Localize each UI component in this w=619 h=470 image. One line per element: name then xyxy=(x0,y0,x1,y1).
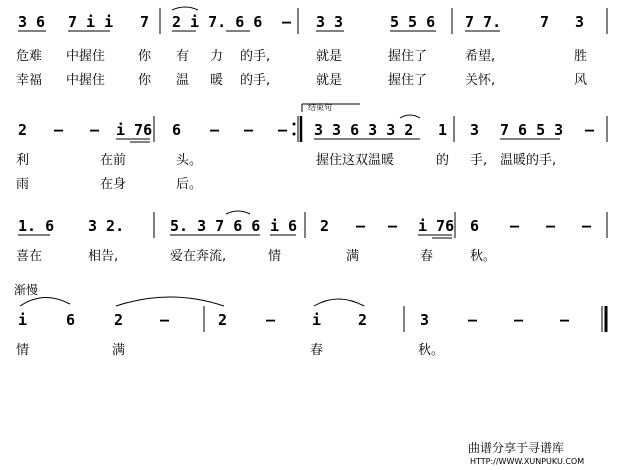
note-group: 7 7. xyxy=(465,13,502,31)
lyric: 相告, xyxy=(88,249,119,264)
lyric: 中握住 xyxy=(66,73,106,88)
site-url: HTTP://WWW.XUNPUKU.COM xyxy=(470,457,585,466)
dash: – xyxy=(514,311,524,329)
dash: – xyxy=(282,13,292,31)
dash: – xyxy=(244,121,254,139)
dash: – xyxy=(388,217,398,235)
dash: – xyxy=(266,311,276,329)
lyric: 关怀, xyxy=(465,73,496,88)
note-group: i 76 xyxy=(116,121,153,139)
lyric: 秋。 xyxy=(418,343,445,358)
note-group: 3 6 xyxy=(18,13,46,31)
repeat-dot xyxy=(293,133,296,136)
note-group: 6 xyxy=(66,311,76,329)
credit-text: 曲谱分享于寻谱库 xyxy=(468,441,565,455)
lyric: 在前 xyxy=(100,153,127,168)
lyric: 情 xyxy=(16,343,30,358)
dash: – xyxy=(160,311,170,329)
note-group: i xyxy=(312,311,322,329)
lyric: 的手, xyxy=(240,49,271,64)
dash: – xyxy=(468,311,478,329)
lyric: 情 xyxy=(268,249,282,264)
dash: – xyxy=(210,121,220,139)
note-group: 2 xyxy=(18,121,28,139)
dash: – xyxy=(546,217,556,235)
note-group: 7 xyxy=(540,13,550,31)
note-group: 1. 6 xyxy=(18,217,55,235)
dash: – xyxy=(90,121,100,139)
lyric: 温暖的手, xyxy=(500,153,557,168)
note-group: i 76 xyxy=(418,217,455,235)
lyric: 手, xyxy=(470,153,488,168)
lyric: 握住这双温暖 xyxy=(316,153,395,168)
lyric: 你 xyxy=(138,49,152,64)
note-group: 2 xyxy=(320,217,330,235)
note-group: 7 xyxy=(140,13,150,31)
tie xyxy=(400,115,420,118)
note-group: 3 2. xyxy=(88,217,125,235)
lyric: 希望, xyxy=(465,49,496,64)
tempo-marking: 渐慢 xyxy=(14,283,39,297)
lyric: 危难 xyxy=(16,49,43,64)
lyric: 利 xyxy=(16,153,30,168)
note-group: 3 3 xyxy=(316,13,344,31)
slur xyxy=(314,299,364,306)
dash: – xyxy=(510,217,520,235)
note-group: 5 5 6 xyxy=(390,13,436,31)
system-1 xyxy=(16,7,607,88)
lyric: 风 xyxy=(574,73,588,88)
note-group: 2 xyxy=(218,311,228,329)
lyric: 爱在奔流, xyxy=(170,249,227,264)
lyric: 有 xyxy=(176,49,190,64)
note-group: 3 xyxy=(470,121,480,139)
note-group: i 6 xyxy=(270,217,298,235)
lyric: 秋。 xyxy=(470,249,497,264)
note-group: 2 xyxy=(114,311,124,329)
lyric: 中握住 xyxy=(66,49,106,64)
lyric: 暖 xyxy=(210,73,224,88)
lyric: 喜在 xyxy=(16,249,43,264)
note-group: 7 i i xyxy=(68,13,114,31)
note-group: 6 xyxy=(470,217,480,235)
note-group: 6 xyxy=(172,121,182,139)
lyric: 握住了 xyxy=(388,73,428,88)
lyric: 雨 xyxy=(16,177,30,192)
lyric: 满 xyxy=(112,343,126,358)
lyric: 温 xyxy=(176,73,190,88)
system-2 xyxy=(16,102,607,192)
note-group: 5. 3 7 6 6 xyxy=(170,217,261,235)
system-3 xyxy=(16,211,607,264)
note-group: 3 xyxy=(575,13,585,31)
slur xyxy=(20,297,70,306)
lyric: 胜 xyxy=(574,49,588,64)
dash: – xyxy=(278,121,288,139)
tie xyxy=(226,211,250,214)
tie xyxy=(172,7,198,10)
repeat-dot xyxy=(293,123,296,126)
lyric: 满 xyxy=(346,249,360,264)
lyric: 的手, xyxy=(240,73,271,88)
note-group: 7 6 5 3 xyxy=(500,121,564,139)
lyric: 春 xyxy=(310,343,324,358)
lyric: 力 xyxy=(210,49,224,64)
note-group: 2 i 7. 6 6 xyxy=(172,13,263,31)
lyric: 就是 xyxy=(316,73,343,88)
lyric: 春 xyxy=(420,249,434,264)
dash: – xyxy=(356,217,366,235)
lyric: 在身 xyxy=(100,177,127,192)
ending-marker: 结束句 xyxy=(308,103,332,112)
note-group: 3 xyxy=(420,311,430,329)
note-group: 1 xyxy=(438,121,448,139)
lyric: 头。 xyxy=(176,153,203,168)
note-group: 3 3 6 3 3 2 xyxy=(314,121,414,139)
lyric: 你 xyxy=(138,73,152,88)
system-4 xyxy=(14,282,606,358)
note-group: 2 xyxy=(358,311,368,329)
tie xyxy=(116,297,224,306)
dash: – xyxy=(582,217,592,235)
dash: – xyxy=(54,121,64,139)
lyric: 握住了 xyxy=(388,49,428,64)
lyric: 幸福 xyxy=(16,73,43,88)
lyric: 就是 xyxy=(316,49,343,64)
lyric: 的 xyxy=(436,153,450,168)
dash: – xyxy=(585,121,595,139)
footer xyxy=(468,440,584,466)
note-group: i xyxy=(18,311,28,329)
lyric: 后。 xyxy=(176,177,203,192)
dash: – xyxy=(560,311,570,329)
